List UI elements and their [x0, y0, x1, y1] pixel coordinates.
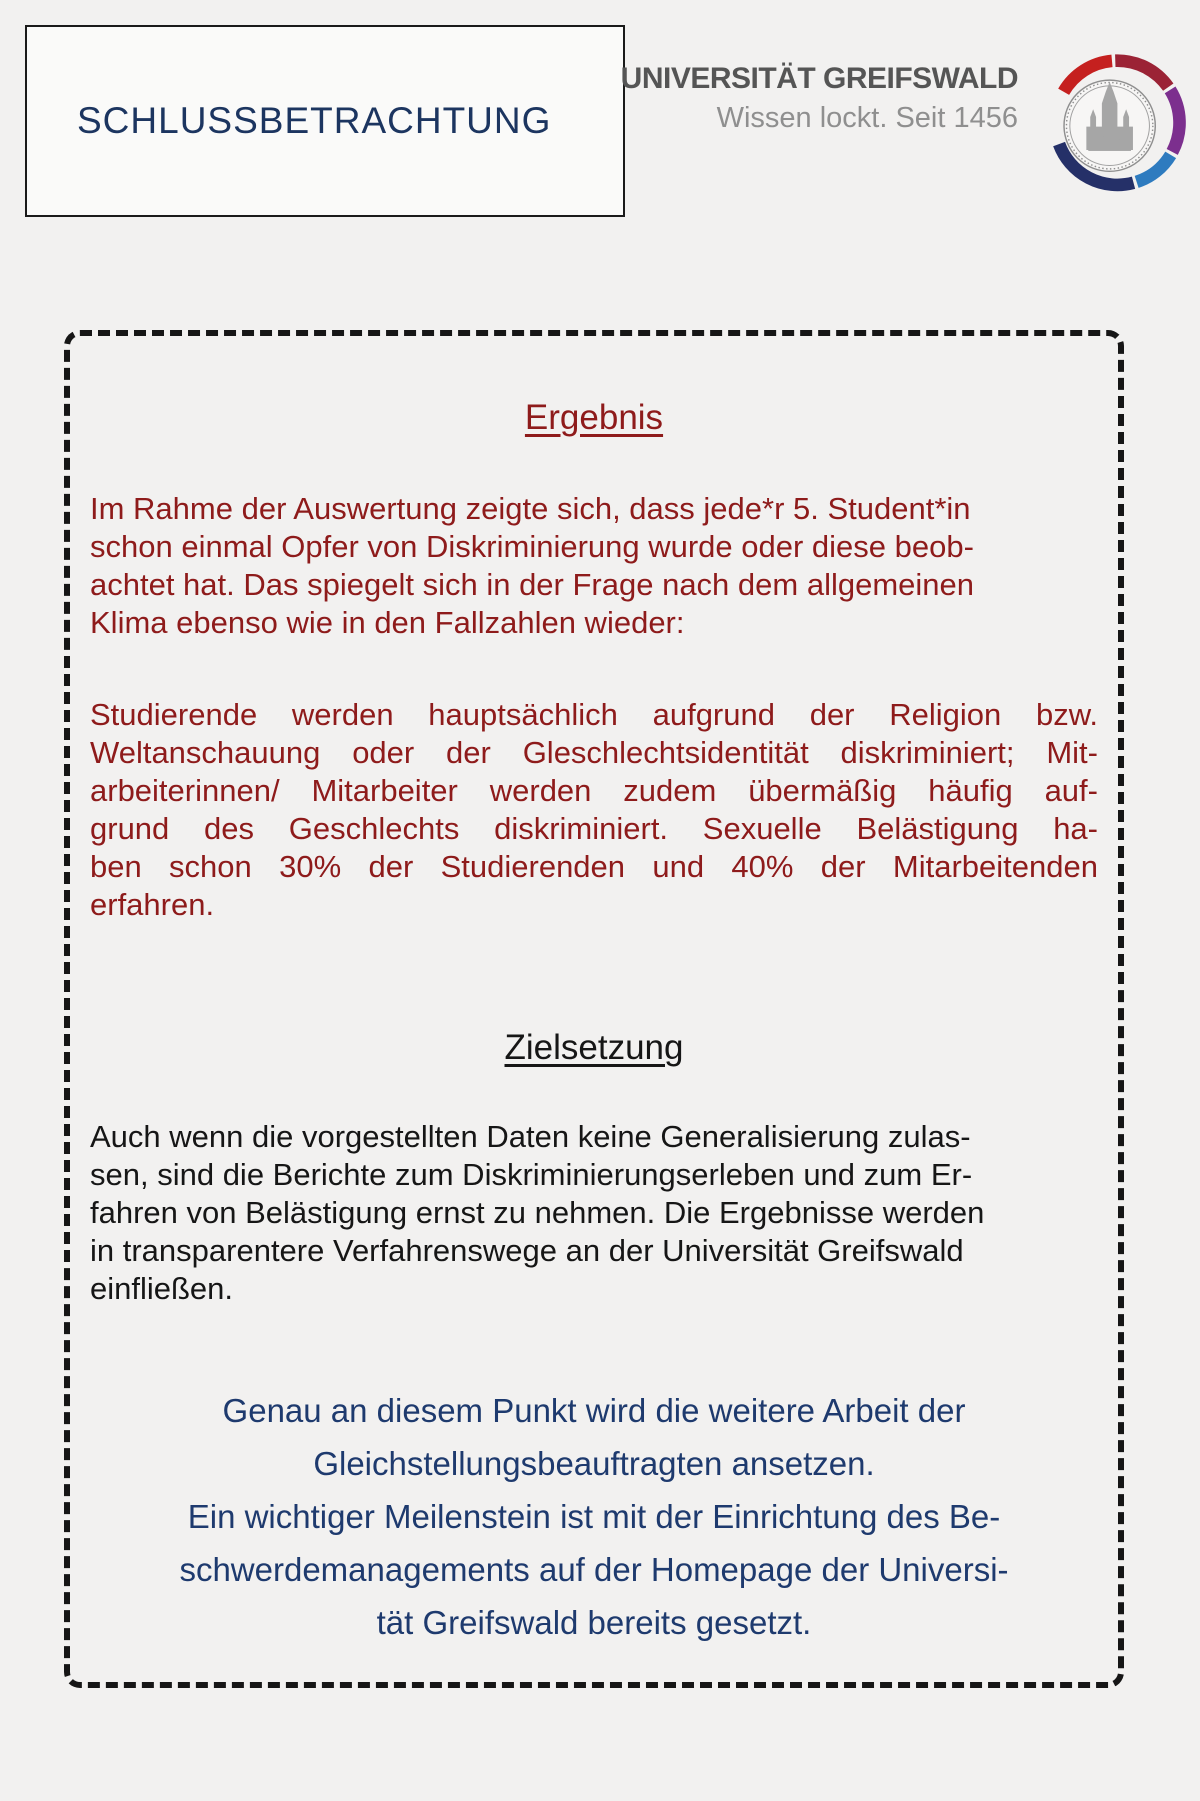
- logo-tagline: Wissen lockt. Seit 1456: [716, 102, 1018, 134]
- page-title: SCHLUSSBETRACHTUNG: [77, 100, 552, 141]
- goals-paragraph: [90, 1118, 1098, 1308]
- logo-name: UNIVERSITÄT GREIFSWALD: [620, 62, 1018, 95]
- text-line: achtet hat. Das spiegelt sich in der Frage nach dem allgemeinen: [90, 567, 974, 602]
- text-line: Gleichstellungsbeauftragten ansetzen.: [313, 1445, 875, 1482]
- text-line: in transparentere Verfahrenswege an der Universität Greifswald: [90, 1233, 964, 1268]
- result-paragraph-1: [90, 490, 1098, 642]
- section-heading-ergebnis: Ergebnis: [524, 398, 664, 437]
- text-line: Ein wichtiger Meilenstein ist mit der Einrichtung des Be-: [187, 1498, 1001, 1535]
- text-line: Weltanschauung oder der Gleschlechtsidentität diskriminiert; Mit-: [90, 735, 1098, 770]
- content-panel: [64, 330, 1124, 1688]
- text-line: ben schon 30% der Studierenden und 40% der Mitarbeitenden: [90, 849, 1098, 884]
- text-line: arbeiterinnen/ Mitarbeiter werden zudem übermäßig häufig auf-: [90, 773, 1098, 808]
- university-seal: [1032, 30, 1197, 202]
- seal-arc-purple: [1170, 90, 1179, 152]
- text-line: Genau an diesem Punkt wird die weitere Arbeit der: [222, 1392, 966, 1429]
- closing-statement: [90, 1384, 1098, 1649]
- text-line: sen, sind die Berichte zum Diskriminierungserleben und zum Er-: [90, 1157, 973, 1192]
- text-line: erfahren.: [90, 887, 215, 922]
- university-logo: [621, 62, 1018, 135]
- text-line: Studierende werden hauptsächlich aufgrund der Religion bzw.: [90, 697, 1098, 732]
- header-title-box: [25, 25, 625, 217]
- text-line: einfließen.: [90, 1271, 234, 1306]
- text-line: schon einmal Opfer von Diskriminierung wurde oder diese beob-: [90, 529, 974, 564]
- text-line: Im Rahme der Auswertung zeigte sich, dass jede*r 5. Student*in: [90, 491, 971, 526]
- text-line: tät Greifswald bereits gesetzt.: [376, 1604, 812, 1641]
- result-paragraph-2: [90, 696, 1098, 924]
- text-line: grund des Geschlechts diskriminiert. Sexuelle Belästigung ha-: [90, 811, 1098, 846]
- section-heading-zielsetzung: Zielsetzung: [504, 1028, 684, 1067]
- text-line: fahren von Belästigung ernst zu nehmen. Die Ergebnisse werden: [90, 1195, 985, 1230]
- seal-emblem: [1064, 80, 1155, 171]
- text-line: schwerdemanagements auf der Homepage der Universi-: [179, 1551, 1009, 1588]
- text-line: Auch wenn die vorgestellten Daten keine Generalisierung zulas-: [90, 1119, 971, 1154]
- text-line: Klima ebenso wie in den Fallzahlen wieder:: [90, 605, 685, 640]
